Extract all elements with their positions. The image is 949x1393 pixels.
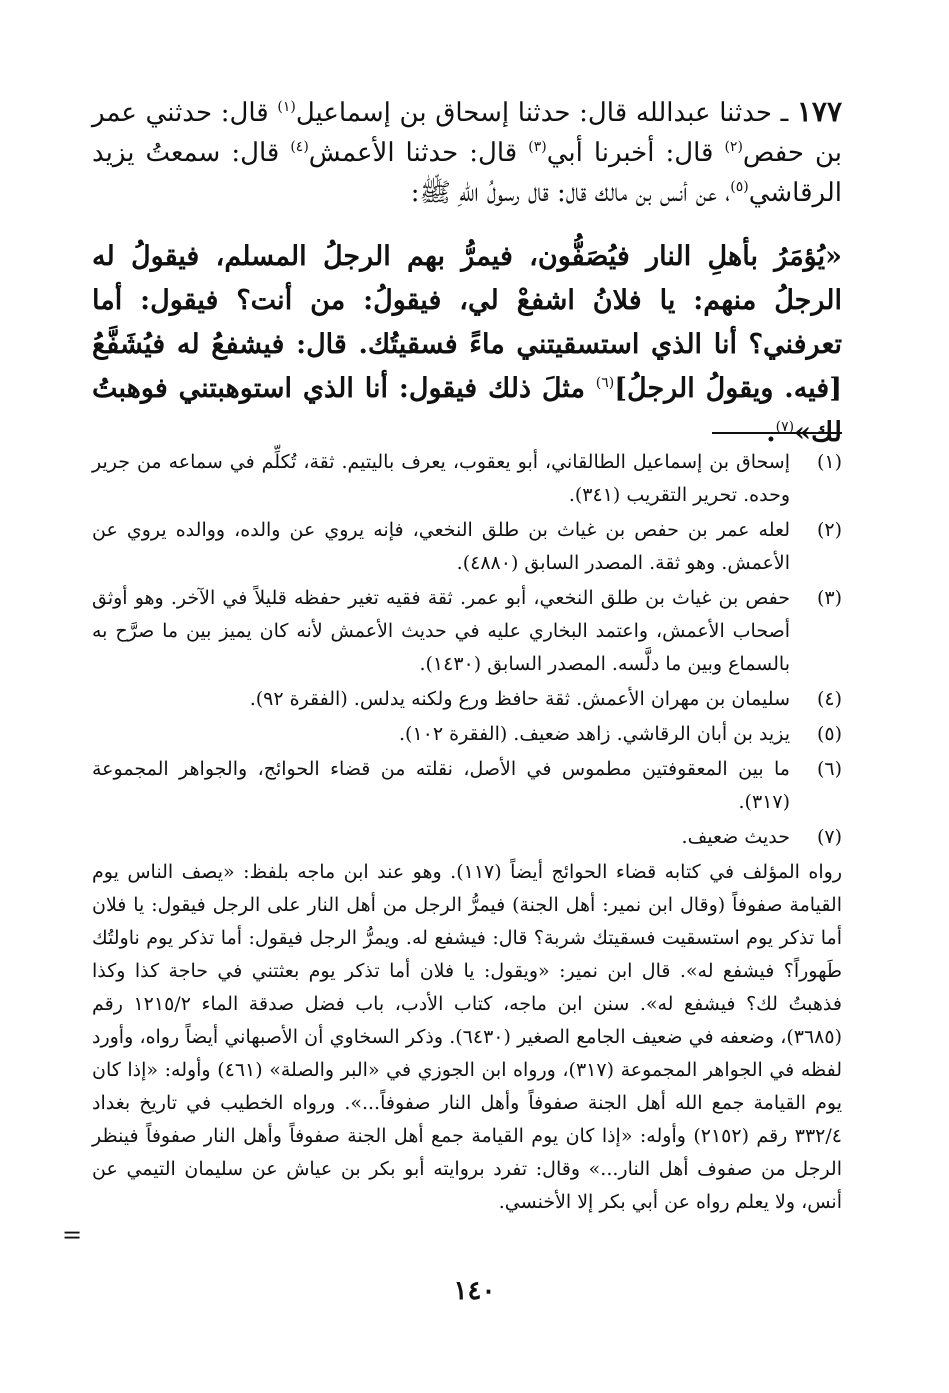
footnote-item xyxy=(92,446,842,512)
footnote-number: (٢) xyxy=(816,519,842,541)
footnotes xyxy=(92,446,842,1219)
footnote-item xyxy=(92,821,842,854)
isnad-part: قال: حدثنا الأعمش xyxy=(308,138,529,168)
footnote-number: (٥) xyxy=(816,723,842,745)
continuation-mark: = xyxy=(62,1221,83,1249)
footnote-text: ما بين المعقوفتين مطموس في الأصل، نقلته من قضاء الحوائج، والجواهر المجموعة (٣١٧). xyxy=(92,758,790,813)
footnote-number: (١) xyxy=(816,451,842,473)
footnote-text: لعله عمر بن حفص بن غياث بن طلق النخعي، فإنه يروي عن والده، ووالده يروي عن الأعمش. وهو ثقة. المصدر السابق (٤٨٨٠). xyxy=(92,519,790,574)
footnote-text: حديث ضعيف. xyxy=(681,826,790,848)
footnote-ref[interactable]: (١) xyxy=(277,99,296,115)
footnote-ref[interactable]: (٥) xyxy=(730,179,749,195)
footnote-ref[interactable]: (٦) xyxy=(595,375,615,391)
footnote-number: (٦) xyxy=(816,758,842,780)
footnote-text: يزيد بن أبان الرقاشي. زاهد ضعيف. (الفقرة ١٠٢). xyxy=(399,723,790,745)
isnad-part: ، عن أنس بن مالك قال: قال رسولُ اللهِ ﷺ: xyxy=(410,178,731,208)
footnote-item xyxy=(92,514,842,580)
isnad-part: قال: سمعتُ يزيد الرقاشي xyxy=(92,138,842,208)
footnote-number: (٣) xyxy=(816,587,842,609)
footnote-ref[interactable]: (٧) xyxy=(775,419,795,435)
footnote-ref[interactable]: (٢) xyxy=(724,139,743,155)
footnote-item xyxy=(92,582,842,681)
footnote-text: إسحاق بن إسماعيل الطالقاني، أبو يعقوب، يعرف باليتيم. ثقة، تُكلِّم في سماعه من جرير وحده. تحرير التقريب (٣٤١). xyxy=(92,451,790,506)
footnote-number: (٧) xyxy=(816,826,842,848)
footnote-item xyxy=(92,718,842,751)
footnote-item xyxy=(92,753,842,819)
footnote-divider xyxy=(712,432,842,434)
footnote-number: (٤) xyxy=(816,688,842,710)
isnad-part: ـ حدثنا عبدالله قال: حدثنا إسحاق بن إسماعيل xyxy=(295,98,797,128)
hadith-number: ١٧٧ xyxy=(796,95,842,128)
matn-end: . xyxy=(766,417,776,448)
matn-part: مثلَ ذلك فيقول: أنا الذي استوهبتني فوهبتُ لك» xyxy=(92,373,842,448)
hadith-matn xyxy=(92,235,842,455)
page-number: ١٤٠ xyxy=(453,1276,496,1306)
footnote-ref[interactable]: (٤) xyxy=(290,139,309,155)
hadith-isnad xyxy=(92,92,842,213)
footnote-text: حفص بن غياث بن طلق النخعي، أبو عمر. ثقة فقيه تغير حفظه قليلاً في الآخر. وهو أوثق أصحاب الأعمش، واعتمد البخاري عليه في حديث الأعمش لأنه كان يميز بين ما صرَّح به بالسماع وبين ما دلَّسه. المصدر السابق (١٤٣٠). xyxy=(92,587,790,675)
footnote-ref[interactable]: (٣) xyxy=(528,139,547,155)
isnad-part: قال: أخبرنا أبي xyxy=(546,138,725,168)
matn-part: «يُؤمَرُ بأهلِ النار فيُصَفُّون، فيمرُّ بهم الرجلُ المسلم، فيقولُ له الرجلُ منهم: يا فلانُ اشفعْ لي، فيقولُ: من أنت؟ فيقول: أما تعرفني؟ أنا الذي استسقيتني ماءً فسقيتُك. قال: فيشفعُ له فيُشَفَّعُ [فيه. ويقولُ الرجلُ] xyxy=(92,241,842,404)
isnad-part: قال: حدثني عمر بن حفص xyxy=(92,98,843,168)
footnote-text: سليمان بن مهران الأعمش. ثقة حافظ ورع ولكنه يدلس. (الفقرة ٩٢). xyxy=(249,688,790,710)
takhrij-paragraph: رواه المؤلف في كتابه قضاء الحوائج أيضاً (١١٧). وهو عند ابن ماجه بلفظ: «يصف الناس يوم القيامة صفوفاً (وقال ابن نمير: أهل الجنة) فيمرُّ الرجل من أهل النار على الرجل فيقول: يا فلان أما تذكر يوم استسقيت فسقيتك شربة؟ قال: فيشفع له. ويمرُّ الرجل فيقول: أما تذكر يوم ناولتُك طَهوراً؟ فيشفع له». قال ابن نمير: «ويقول: يا فلان أما تذكر يوم بعثتني في حاجة كذا وكذا فذهبتُ لك؟ فيشفع له». سنن ابن ماجه، كتاب الأدب، باب فضل صدقة الماء ١٢١٥/٢ رقم (٣٦٨٥)، وضعفه في ضعيف الجامع الصغير (٦٤٣٠). وذكر السخاوي أن الأصبهاني أيضاً رواه، وأورد لفظه في الجواهر المجموعة (٣١٧)، ورواه ابن الجوزي في «البر والصلة» (٤٦١) وأوله: «إذا كان يوم القيامة جمع الله أهل الجنة صفوفاً وأهل النار صفوفاً...». ورواه الخطيب في تاريخ بغداد ٣٣٢/٤ رقم (٢١٥٢) وأوله: «إذا كان يوم القيامة جمع أهل الجنة صفوفاً وأهل النار صفوفاً فينظر الرجل من صفوف أهل النار...» وقال: تفرد بروايته أبو بكر بن عياش عن سليمان التيمي عن أنس، ولا يعلم رواه عن أبي بكر إلا الأخنسي. xyxy=(92,861,843,1213)
footnote-item xyxy=(92,683,842,716)
